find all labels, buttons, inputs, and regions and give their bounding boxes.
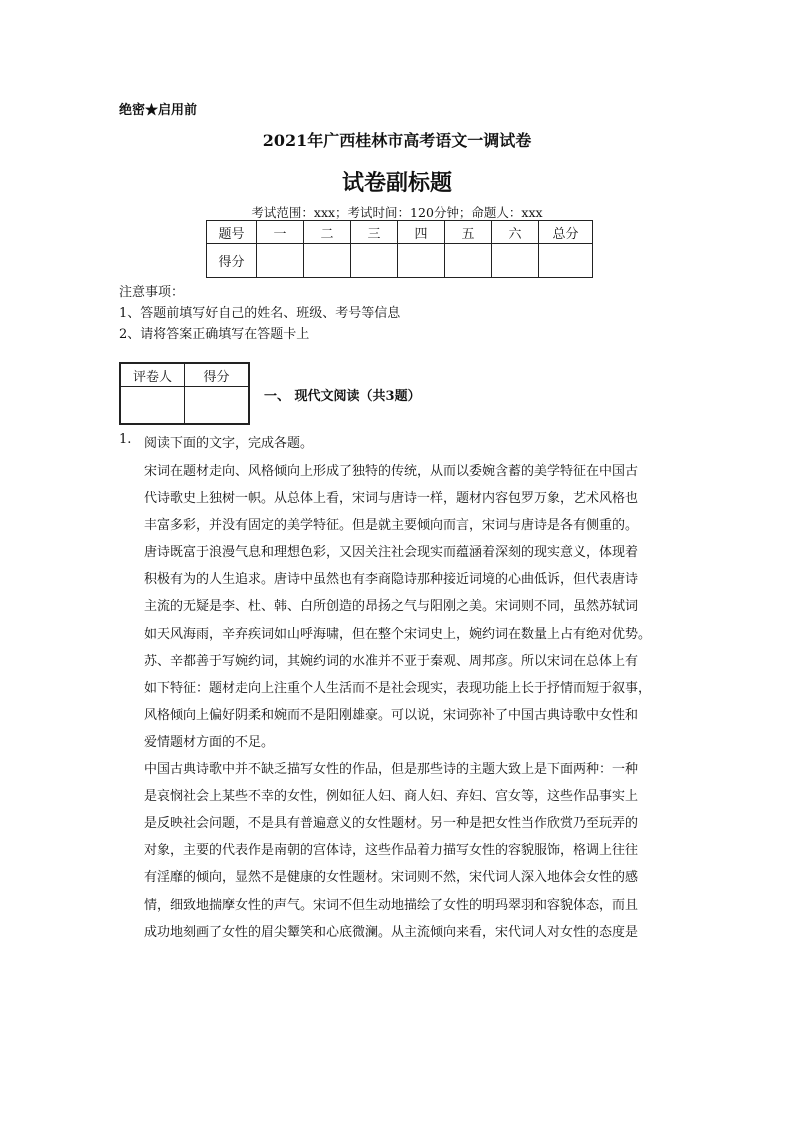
grader-label: 评卷人 bbox=[120, 363, 185, 387]
score-header-cell: 六 bbox=[492, 221, 539, 244]
passage-line: 苏、辛都善于写婉约词，其婉约词的水准并不亚于秦观、周邦彦。所以宋词在总体上有 bbox=[144, 653, 639, 669]
passage-line: 情，细致地揣摩女性的声气。宋词不但生动地描绘了女性的明玛翠羽和容貌体态，而且 bbox=[144, 897, 639, 913]
passage-line: 是哀悯社会上某些不幸的女性，例如征人妇、商人妇、弃妇、宫女等，这些作品事实上 bbox=[144, 789, 639, 805]
passage-line: 宋词在题材走向、风格倾向上形成了独特的传统，从而以委婉含蓄的美学特征在中国古 bbox=[144, 464, 639, 479]
notes-title: 注意事项： bbox=[119, 285, 185, 300]
score-cell bbox=[445, 244, 492, 278]
score-header-cell: 二 bbox=[304, 221, 351, 244]
grader-score-label: 得分 bbox=[185, 363, 250, 387]
score-header-cell: 总分 bbox=[539, 221, 593, 244]
grader-cell bbox=[120, 387, 185, 425]
grader-cell bbox=[185, 387, 250, 425]
exam-subtitle: 试卷副标题 bbox=[341, 170, 452, 196]
notes-block bbox=[119, 282, 400, 345]
score-cell bbox=[398, 244, 445, 278]
score-table-header-row bbox=[207, 221, 593, 244]
score-cell bbox=[304, 244, 351, 278]
score-cell bbox=[539, 244, 593, 278]
section-heading: 一、 现代文阅读（共3题） bbox=[264, 389, 421, 404]
passage-line: 如下特征：题材走向上注重个人生活而不是社会现实，表现功能上长于抒情而短于叙事， bbox=[144, 680, 652, 696]
passage-line: 中国古典诗歌中并不缺乏描写女性的作品，但是那些诗的主题大致上是下面两种：一种 bbox=[144, 762, 639, 778]
passage-line: 丰富多彩，并没有固定的美学特征。但是就主要倾向而言，宋词与唐诗是各有侧重的。 bbox=[144, 518, 639, 534]
passage-line: 如天风海雨，辛弃疾词如山呼海啸，但在整个宋词史上，婉约词在数量上占有绝对优势。 bbox=[144, 626, 652, 642]
score-cell bbox=[351, 244, 398, 278]
notes-item: 2、请将答案正确填写在答题卡上 bbox=[119, 327, 310, 342]
score-header-cell: 五 bbox=[445, 221, 492, 244]
passage-line: 爱情题材方面的不足。 bbox=[144, 734, 275, 750]
score-header-cell: 一 bbox=[257, 221, 304, 244]
passage-line: 成功地刻画了女性的眉尖颦笑和心底微澜。从主流倾向来看，宋代词人对女性的态度是 bbox=[144, 924, 639, 940]
score-row-label: 得分 bbox=[207, 244, 257, 278]
exam-title: 2021年广西桂林市高考语文一调试卷 bbox=[262, 131, 532, 150]
confidential-label: 绝密★启用前 bbox=[119, 103, 198, 118]
passage-line: 风格倾向上偏好阴柔和婉而不是阳刚雄豪。可以说，宋词弥补了中国古典诗歌中女性和 bbox=[144, 707, 639, 723]
grader-table bbox=[119, 362, 250, 425]
passage-line: 代诗歌史上独树一帜。从总体上看，宋词与唐诗一样，题材内容包罗万象，艺术风格也 bbox=[144, 491, 639, 507]
grader-blank-row bbox=[120, 387, 249, 425]
question-number: 1. bbox=[119, 432, 132, 447]
score-header-cell: 四 bbox=[398, 221, 445, 244]
score-table-score-row bbox=[207, 244, 593, 278]
score-cell bbox=[492, 244, 539, 278]
grader-header-row bbox=[120, 363, 249, 387]
exam-info: 考试范围：xxx；考试时间：120分钟；命题人：xxx bbox=[251, 205, 543, 220]
score-cell bbox=[257, 244, 304, 278]
notes-item: 1、答题前填写好自己的姓名、班级、考号等信息 bbox=[119, 306, 401, 321]
reading-passage bbox=[144, 458, 684, 946]
passage-line: 是反映社会问题，不是具有普遍意义的女性题材。另一种是把女性当作欣赏乃至玩弄的 bbox=[144, 816, 639, 832]
passage-line: 唐诗既富于浪漫气息和理想色彩，又因关注社会现实而蕴涵着深刻的现实意义，体现着 bbox=[144, 545, 639, 561]
score-table bbox=[206, 220, 593, 278]
passage-line: 主流的无疑是李、杜、韩、白所创造的昂扬之气与阳刚之美。宋词则不同，虽然苏轼词 bbox=[144, 599, 639, 615]
score-header-cell: 题号 bbox=[207, 221, 257, 244]
passage-line: 有淫靡的倾向，显然不是健康的女性题材。宋词则不然，宋代词人深入地体会女性的感 bbox=[144, 870, 639, 886]
passage-line: 对象，主要的代表作是南朝的宫体诗，这些作品着力描写女性的容貌服饰，格调上往往 bbox=[144, 843, 639, 859]
passage-line: 积极有为的人生追求。唐诗中虽然也有李商隐诗那种接近词境的心曲低诉，但代表唐诗 bbox=[144, 572, 639, 588]
question-prompt: 阅读下面的文字，完成各题。 bbox=[144, 436, 314, 451]
score-header-cell: 三 bbox=[351, 221, 398, 244]
